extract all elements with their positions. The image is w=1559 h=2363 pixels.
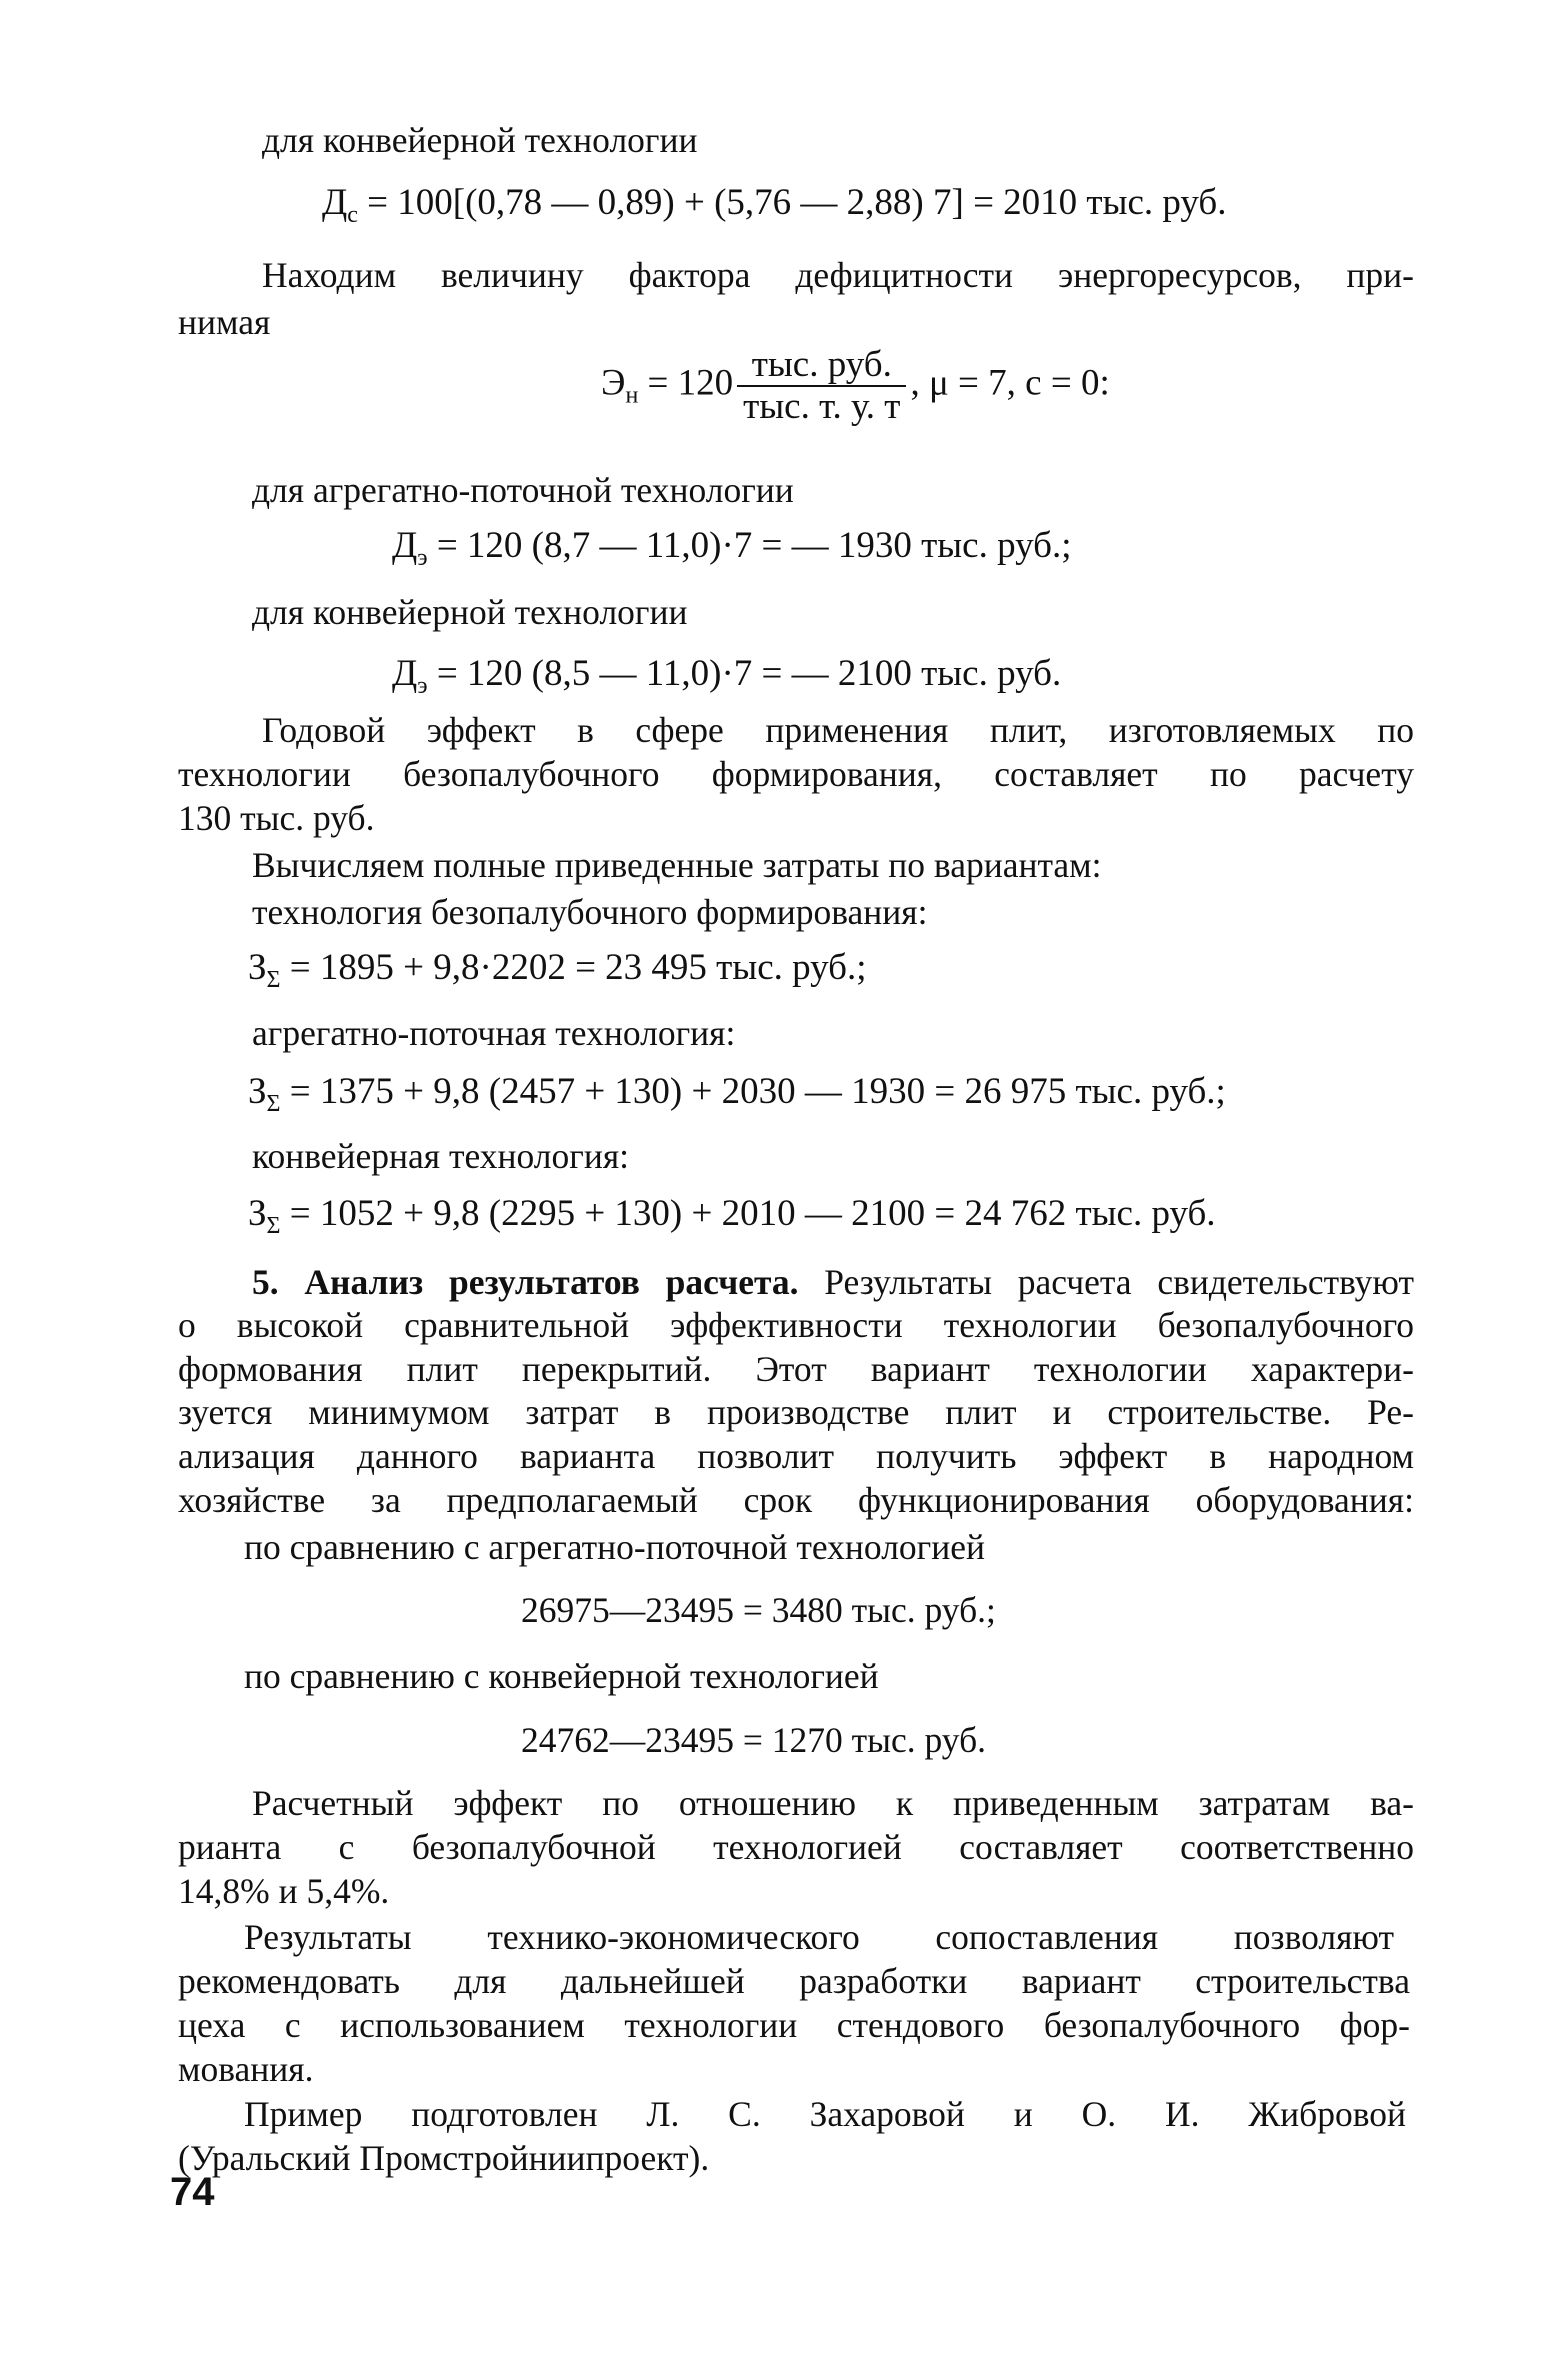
text-line: по сравнению с конвейерной технологией: [244, 1656, 879, 1696]
text-line: по сравнению с агрегатно-поточной технологией: [244, 1527, 985, 1567]
text-line: рекомендовать для дальнейшей разработки вариант строительства: [178, 1961, 1410, 2001]
text-line: для конвейерной технологии: [262, 120, 698, 160]
text-line: конвейерная технология:: [252, 1136, 630, 1176]
text-line: 130 тыс. руб.: [178, 798, 375, 838]
text-line: технология безопалубочного формирования:: [252, 892, 928, 932]
text-line: зуется минимумом затрат в производстве плит и строительстве. Ре-: [178, 1392, 1414, 1432]
formula-de-2: $Д_э = 120$ (8,5 — 11,0)·7 = — 2100 тыс. руб.: [392, 653, 1062, 699]
text-line: Находим величину фактора дефицитности энергоресурсов, при-: [262, 255, 1414, 295]
section-heading: 5. Анализ результатов расчета.: [252, 1262, 799, 1302]
text-line: о высокой сравнительной эффективности технологии безопалубочного: [178, 1305, 1414, 1345]
text-line: ализация данного варианта позволит получить эффект в народном: [178, 1436, 1414, 1476]
text-line: Вычисляем полные приведенные затраты по вариантам:: [252, 845, 1102, 885]
text-line: цеха с использованием технологии стендового безопалубочного фор-: [178, 2005, 1410, 2045]
formula-z-3: $З_\Sigma = 1052 + 9,8$ (2295 + 130) + 2010 — 2100 = 24 762 тыс. руб.: [248, 1193, 1216, 1239]
formula-z-1: $З_\Sigma = 1895 + 9,8\cdot 2202 = 23$ 495 тыс. руб.;: [248, 947, 867, 993]
section-heading-line: 5. Анализ результатов расчета. Результаты расчета свидетельствуют: [252, 1262, 1414, 1302]
text-line: нимая: [178, 302, 271, 342]
text-line: формования плит перекрытий. Этот вариант технологии характери-: [178, 1349, 1414, 1389]
text-line: хозяйстве за предполагаемый срок функционирования оборудования:: [178, 1480, 1414, 1520]
text-line: Расчетный эффект по отношению к приведенным затратам ва-: [252, 1783, 1414, 1823]
text-line: Пример подготовлен Л. С. Захаровой и О. И. Жибровой: [244, 2094, 1406, 2134]
text-line: Результаты технико-экономического сопоставления позволяют: [244, 1917, 1394, 1957]
formula-diff-2: 24762—23495 = 1270 тыс. руб.: [521, 1720, 987, 1760]
text-line: агрегатно-поточная технология:: [252, 1013, 736, 1053]
text-line: мования.: [178, 2049, 314, 2089]
text-line: для агрегатно-поточной технологии: [252, 470, 794, 510]
text-line: Годовой эффект в сфере применения плит, изготовляемых по: [262, 710, 1414, 750]
page-number: 74: [170, 2170, 215, 2214]
text-line: для конвейерной технологии: [252, 592, 688, 632]
text-line: рианта с безопалубочной технологией составляет соответственно: [178, 1827, 1414, 1867]
text-line: (Уральский Промстройниипроект).: [178, 2138, 710, 2178]
formula-diff-1: 26975—23495 = 3480 тыс. руб.;: [521, 1590, 996, 1630]
text-line: 14,8% и 5,4%.: [178, 1871, 390, 1911]
text-line: технологии безопалубочного формирования, составляет по расчету: [178, 754, 1414, 794]
formula-en: $Э_н = 120$ $\frac{\text{тыс. руб.}}{\text{тыс. т. у. т}}$ , μ = 7, c = 0:: [601, 344, 1110, 427]
formula-ds: $Д_с = 100[(0,78$ — 0,89) + (5,76 — 2,88) 7] = 2010 тыс. руб.: [322, 182, 1227, 228]
formula-de-1: $Д_э = 120$ (8,7 — 11,0)·7 = — 1930 тыс. руб.;: [392, 525, 1072, 571]
formula-z-2: $З_\Sigma = 1375 + 9,8$ (2457 + 130) + 2030 — 1930 = 26 975 тыс. руб.;: [248, 1071, 1226, 1117]
